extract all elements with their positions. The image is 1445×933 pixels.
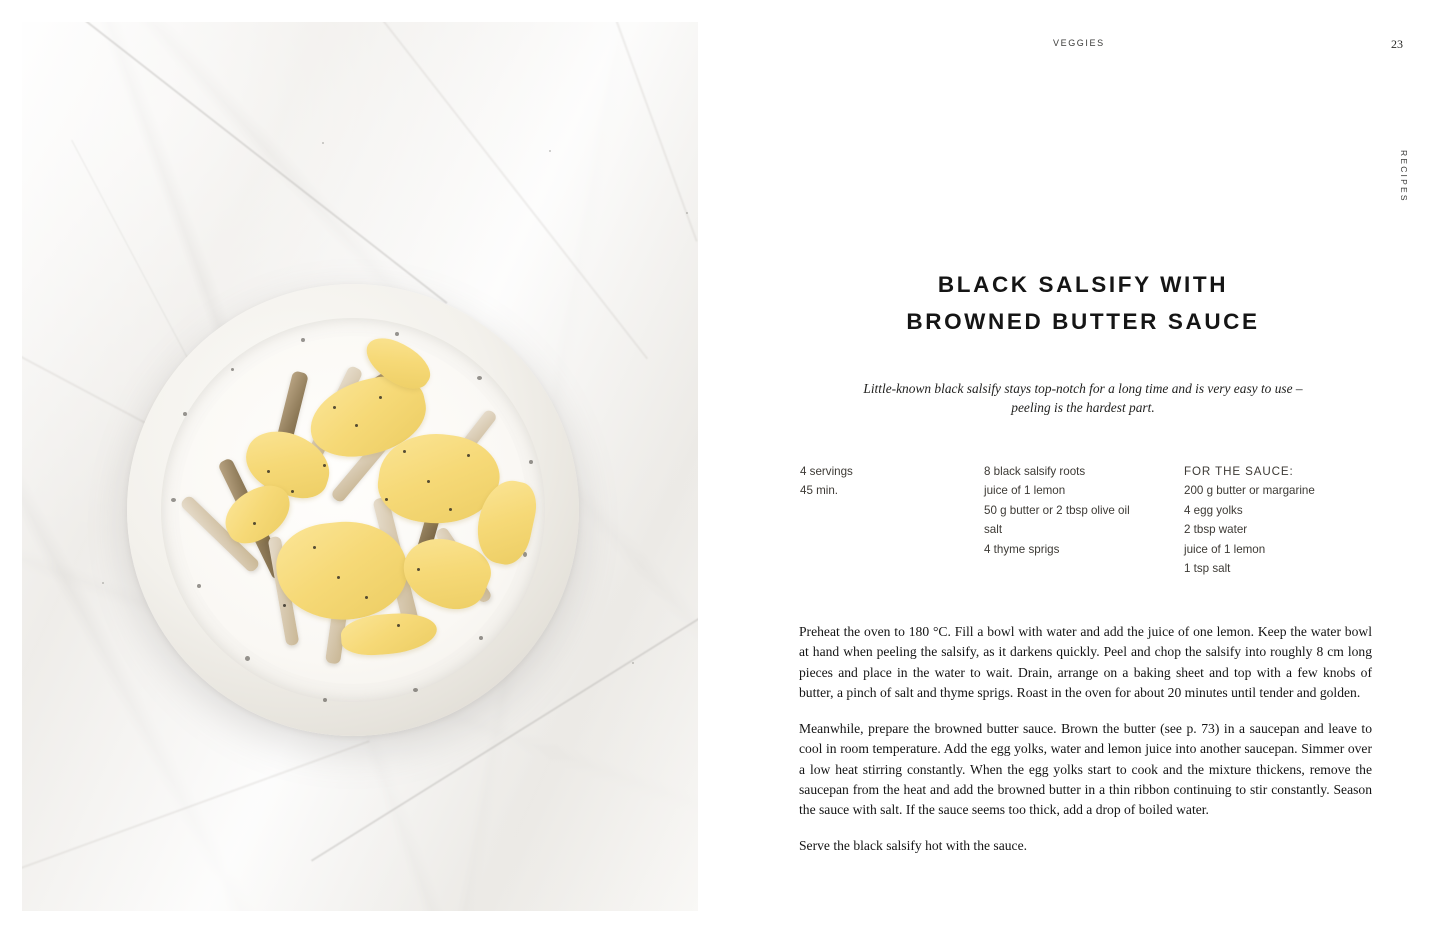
recipe-meta	[800, 462, 984, 579]
ingredient-item: 2 tbsp water	[1184, 523, 1248, 537]
ingredient-item: 50 g butter or 2 tbsp olive oil	[984, 503, 1130, 517]
marble-fleck	[549, 150, 551, 152]
ingredient-item: juice of 1 lemon	[984, 484, 1066, 498]
page-number: 23	[1391, 37, 1403, 51]
ingredient-item: 1 tsp salt	[1184, 562, 1231, 576]
ingredients-main-list	[984, 462, 1184, 579]
marble-fleck	[322, 142, 324, 144]
recipe-title-line-1: BLACK SALSIFY WITH	[937, 272, 1229, 298]
ingredient-item: juice of 1 lemon	[1184, 542, 1266, 556]
time-label: 45 min.	[800, 484, 839, 498]
ingredient-item: 4 egg yolks	[1184, 503, 1243, 517]
ceramic-plate	[127, 284, 579, 736]
section-tab: RECIPES	[1399, 150, 1409, 203]
marble-fleck	[632, 662, 634, 664]
recipe-title-line-2: BROWNED BUTTER SAUCE	[906, 308, 1260, 334]
marble-fleck	[686, 212, 688, 214]
sauce-heading: FOR THE SAUCE:	[1184, 465, 1294, 478]
plated-food	[127, 284, 579, 736]
servings-label: 4 servings	[800, 465, 853, 478]
ingredient-item: 8 black salsify roots	[984, 465, 1086, 478]
ingredient-item: salt	[984, 523, 1003, 537]
recipe-instructions	[799, 622, 1372, 857]
ingredients-sauce-list	[1184, 462, 1380, 579]
recipe-title	[798, 267, 1368, 340]
marble-fleck	[102, 582, 104, 584]
ingredient-item: 200 g butter or margarine	[1184, 484, 1315, 498]
instruction-paragraph: Serve the black salsify hot with the sauce.	[799, 838, 1028, 854]
running-head: VEGGIES	[1053, 38, 1105, 48]
recipe-standfirst: Little-known black salsify stays top-notch for a long time and is very easy to use – peeling is the hardest part.	[863, 381, 1303, 416]
instruction-paragraph: Meanwhile, prepare the browned butter sauce. Brown the butter (see p. 73) in a saucepan and leave to cool in room temperature. Add the egg yolks, water and lemon juice into another saucepan. Simmer over a low heat stirring constantly. When the egg yolks start to cook and the mixture thickens, remove the saucepan from the heat and add the browned butter in a thin ribbon continuing to stir constantly. Season the sauce with salt. If the sauce seems too thick, add a drop of boiled water.	[799, 721, 1372, 817]
ingredient-item: 4 thyme sprigs	[984, 542, 1060, 556]
recipe-photo	[22, 22, 698, 911]
instruction-paragraph: Preheat the oven to 180 °C. Fill a bowl with water and add the juice of one lemon. Keep the water bowl at hand when peeling the salsify, as it darkens quickly. Peel and chop the salsify into roughly 8 cm long pieces and place in the water to wait. Drain, arrange on a baking sheet and top with a few knobs of butter, a pinch of salt and thyme sprigs. Roast in the oven for about 20 minutes until tender and golden.	[799, 624, 1372, 700]
ingredients-block	[800, 462, 1380, 579]
recipe-text-page	[722, 0, 1445, 933]
